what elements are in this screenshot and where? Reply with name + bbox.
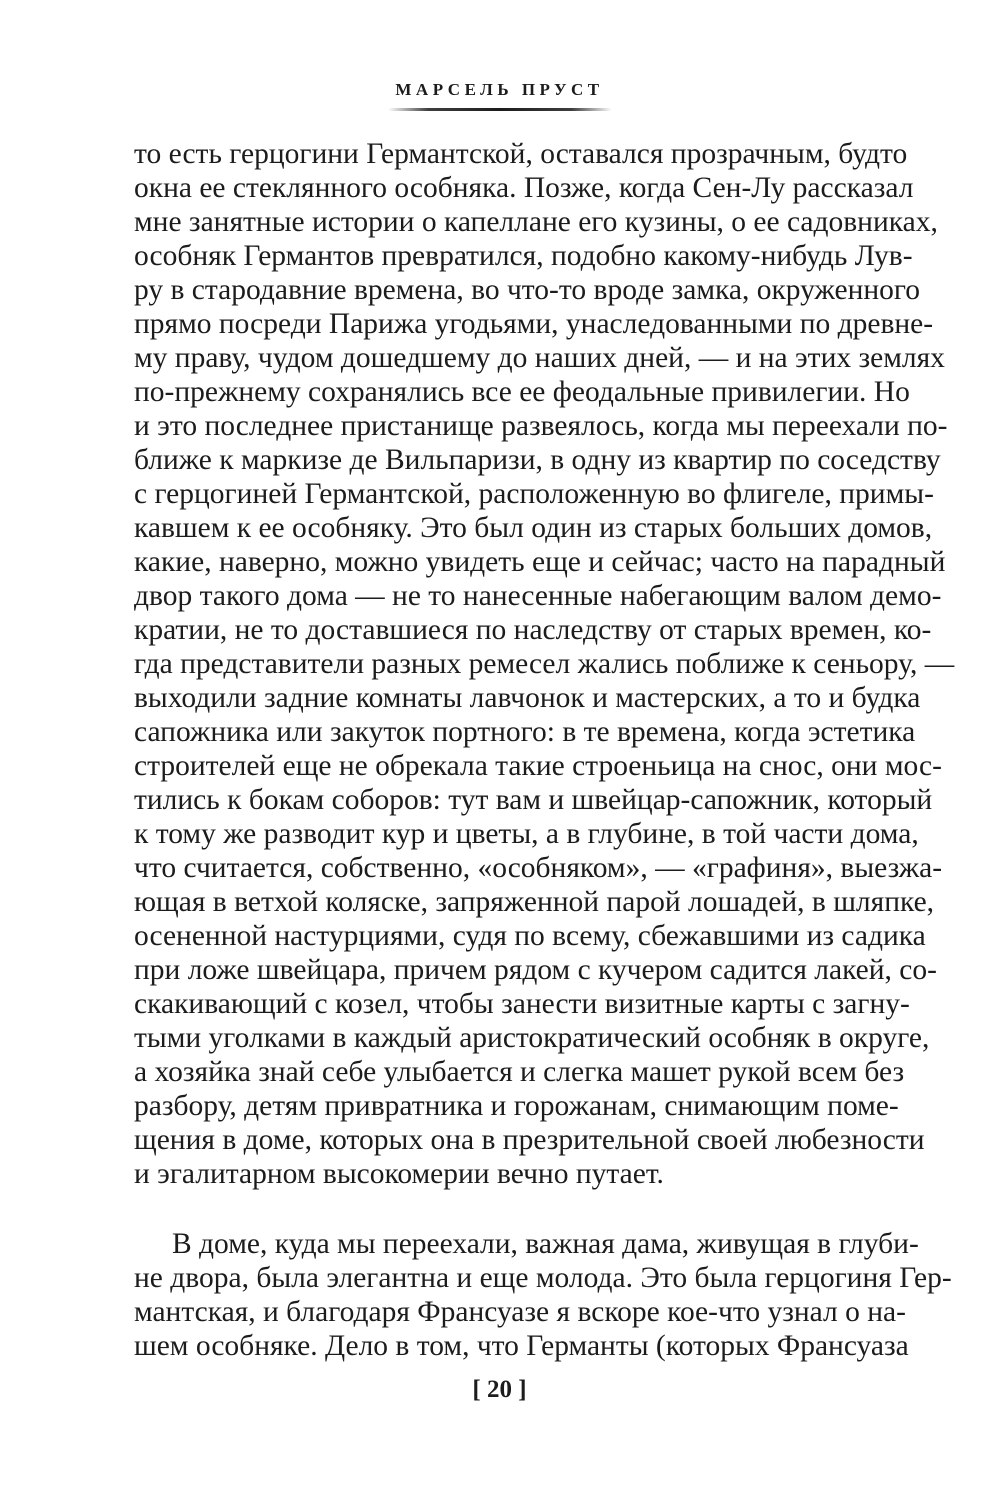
- text-line: осененной настурциями, судя по всему, сбежавшими из садика: [134, 920, 926, 952]
- text-line: выходили задние комнаты лавчонок и мастерских, а то и будка: [134, 682, 921, 714]
- running-head-title: МАРСЕЛЬ ПРУСТ: [395, 80, 604, 99]
- text-line: какие, наверно, можно увидеть еще и сейчас; часто на парадный: [134, 546, 946, 578]
- text-line: сапожника или закуток портного: в те времена, когда эстетика: [134, 716, 916, 748]
- text-line: ближе к маркизе де Вильпаризи, в одну из квартир по соседству: [134, 444, 941, 476]
- text-line: к тому же разводит кур и цветы, а в глубине, в той части дома,: [134, 818, 919, 850]
- text-line: разбору, детям привратника и горожанам, снимающим поме-: [134, 1090, 899, 1122]
- text-line: ру в стародавние времена, во что-то вроде замка, окруженного: [134, 274, 921, 306]
- text-line: и это последнее пристанище развеялось, когда мы переехали по-: [134, 410, 948, 442]
- text-line: а хозяйка знай себе улыбается и слегка машет рукой всем без: [134, 1056, 905, 1088]
- text-line: и эгалитарном высокомерии вечно путает.: [134, 1158, 664, 1190]
- text-line: В доме, куда мы переехали, важная дама, живущая в глуби-: [172, 1228, 919, 1260]
- text-line: щения в доме, которых она в презрительной своей любезности: [134, 1124, 925, 1156]
- text-line: по-прежнему сохранялись все ее феодальные привилегии. Но: [134, 376, 910, 408]
- text-line: шем особняке. Дело в том, что Германты (которых Франсуаза: [134, 1330, 909, 1362]
- text-line: тыми уголками в каждый аристократический особняк в округе,: [134, 1022, 930, 1054]
- paragraph-gap: [134, 1191, 887, 1227]
- page-number: [ 20 ]: [472, 1376, 527, 1403]
- text-line: мантская, и благодаря Франсуазе я вскоре кое-что узнал о на-: [134, 1296, 906, 1328]
- text-line: кавшем к ее особняку. Это был один из старых больших домов,: [134, 512, 933, 544]
- text-line: мне занятные истории о капеллане его кузины, о ее садовниках,: [134, 206, 938, 238]
- text-line: скакивающий с козел, чтобы занести визитные карты с загну-: [134, 988, 910, 1020]
- running-head: [0, 80, 999, 111]
- text-line: гда представители разных ремесел жались поближе к сеньору, —: [134, 648, 955, 680]
- text-line: прямо посреди Парижа угодьями, унаследованными по древне-: [134, 308, 934, 340]
- text-line: му праву, чудом дошедшему до наших дней, — и на этих землях: [134, 342, 945, 374]
- paragraph: [134, 137, 955, 1191]
- running-head-rule: [388, 108, 612, 111]
- body-text: [134, 137, 955, 1363]
- text-line: при ложе швейцара, причем рядом с кучером садится лакей, со-: [134, 954, 937, 986]
- text-line: ющая в ветхой коляске, запряженной парой лошадей, в шляпке,: [134, 886, 935, 918]
- text-line: кратии, не то доставшиеся по наследству от старых времен, ко-: [134, 614, 932, 646]
- text-line: что считается, собственно, «особняком», — «графиня», выезжа-: [134, 852, 943, 884]
- text-line: тились к бокам соборов: тут вам и швейцар-сапожник, который: [134, 784, 933, 816]
- text-line: особняк Германтов превратился, подобно какому-нибудь Лув-: [134, 240, 913, 272]
- text-line: двор такого дома — не то нанесенные набегающим валом демо-: [134, 580, 942, 612]
- text-line: строителей еще не обрекала такие строеньица на снос, они мос-: [134, 750, 942, 782]
- text-line: окна ее стеклянного особняка. Позже, когда Сен-Лу рассказал: [134, 172, 914, 204]
- text-line: с герцогиней Германтской, расположенную во флигеле, примы-: [134, 478, 934, 510]
- text-line: то есть герцогини Германтской, оставался прозрачным, будто: [134, 138, 908, 170]
- paragraph: [134, 1227, 952, 1363]
- text-line: не двора, была элегантна и еще молода. Это была герцогиня Гер-: [134, 1262, 952, 1294]
